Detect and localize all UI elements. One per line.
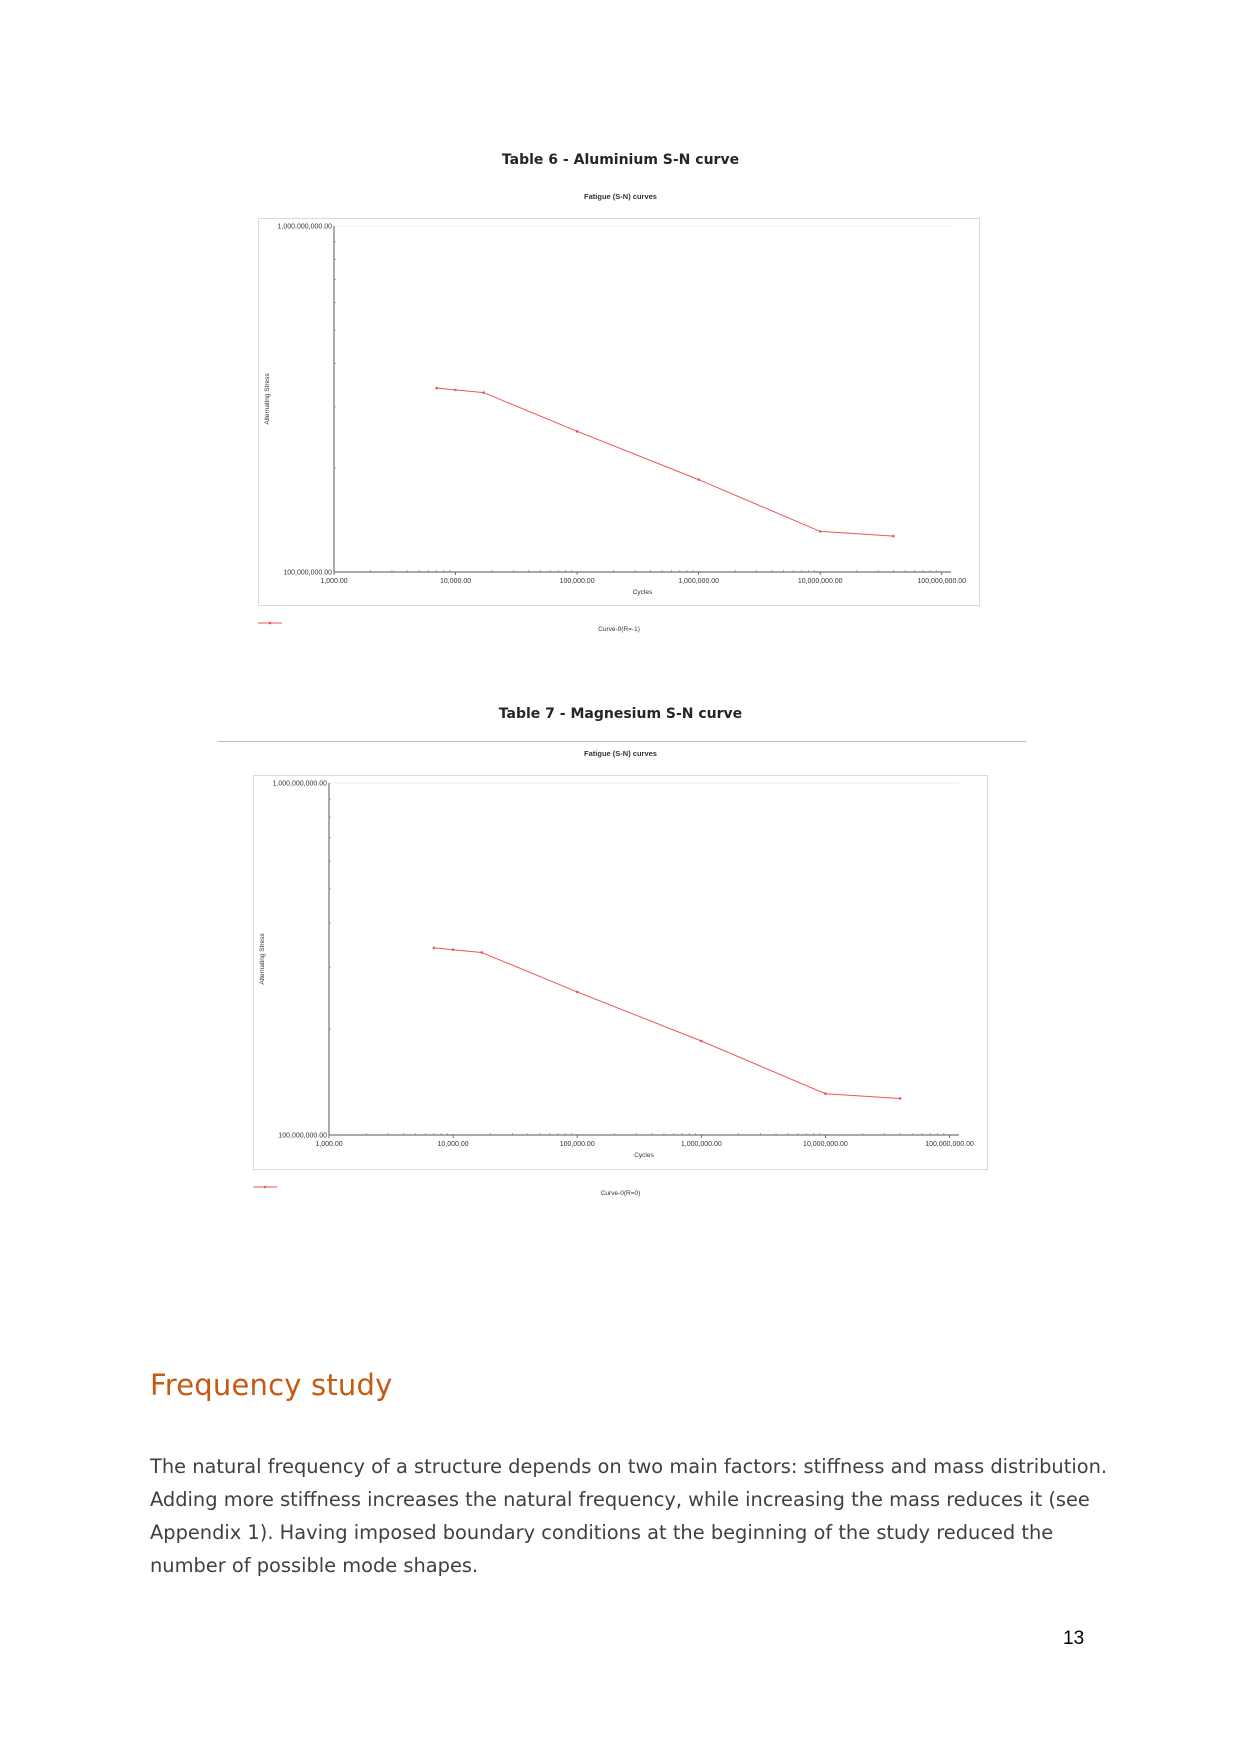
legend-swatch <box>258 620 282 626</box>
y-tick-label: 1,000,000,000.00 <box>272 780 327 788</box>
y-tick-label: 100,000,000.00 <box>278 1132 327 1140</box>
chart-legend <box>253 1184 988 1197</box>
chart-2-title: Fatigue (S-N) curves <box>584 749 657 758</box>
legend-label: Curve-0(R=0) <box>600 1190 641 1197</box>
x-tick-label: 10,000,000.00 <box>803 1141 848 1148</box>
table-7-caption: Table 7 - Magnesium S-N curve <box>498 706 743 722</box>
data-point <box>824 1092 827 1095</box>
series-line <box>437 388 894 536</box>
y-axis-label: Alternating Stress <box>259 933 266 985</box>
legend-swatch <box>253 1184 277 1190</box>
x-axis-label: Cycles <box>634 1152 654 1159</box>
y-tick-label: 100,000,000.00 <box>283 569 332 577</box>
chart-1-title: Fatigue (S-N) curves <box>584 192 657 201</box>
chart-svg <box>258 218 980 606</box>
x-tick-label: 10,000,000.00 <box>797 578 843 585</box>
x-tick-label: 100,000,000.00 <box>925 1141 974 1148</box>
chart-svg <box>253 775 988 1170</box>
series-line <box>434 948 900 1099</box>
table-6-caption: Table 6 - Aluminium S-N curve <box>501 152 740 168</box>
data-point <box>452 948 455 951</box>
x-tick-label: 100,000.00 <box>559 578 595 585</box>
x-tick-label: 10,000.00 <box>439 578 472 585</box>
y-axis-label: Alternating Stress <box>264 373 271 425</box>
section-heading: Frequency study <box>150 1368 393 1402</box>
data-point <box>433 947 436 950</box>
chart-frame <box>254 776 988 1170</box>
data-point <box>819 530 822 533</box>
paragraph-text: The natural frequency of a structure depends on two main factors: stiffness and mass distribution. Adding more stiffness increases the natural frequency, while increasing the mass reduces it (see Appendix 1). Having imposed boundary conditions at the beginning of the study reduced the number of possible mode shapes. <box>150 1455 1108 1577</box>
data-point <box>454 389 457 392</box>
x-tick-label: 1,000,000.00 <box>678 578 720 585</box>
x-tick-label: 1,000.00 <box>320 578 348 585</box>
chart-legend <box>258 620 980 633</box>
data-point <box>697 478 700 481</box>
data-point <box>576 430 579 433</box>
legend-label: Curve-0(R=-1) <box>598 626 640 633</box>
chart-frame <box>259 219 980 606</box>
x-tick-label: 1,000.00 <box>315 1141 343 1148</box>
body-paragraph <box>150 1450 1110 1582</box>
data-point <box>899 1097 902 1100</box>
divider-line <box>218 741 1026 742</box>
data-point <box>482 391 485 394</box>
data-point <box>700 1040 703 1043</box>
chart-magnesium-sn <box>253 775 988 1197</box>
data-point <box>576 991 579 994</box>
legend-swatch-marker <box>264 1186 267 1189</box>
x-axis-label: Cycles <box>632 589 653 596</box>
x-tick-label: 10,000.00 <box>437 1141 469 1148</box>
data-point <box>480 951 483 954</box>
x-tick-label: 100,000.00 <box>559 1141 595 1148</box>
x-tick-label: 100,000,000.00 <box>917 578 967 585</box>
page-number: 13 <box>1063 1628 1085 1649</box>
data-point <box>435 387 438 390</box>
y-tick-label: 1,000,000,000.00 <box>277 223 332 231</box>
legend-swatch-marker <box>269 622 272 625</box>
data-point <box>892 535 895 538</box>
chart-aluminium-sn <box>258 218 980 633</box>
x-tick-label: 1,000,000.00 <box>680 1141 722 1148</box>
